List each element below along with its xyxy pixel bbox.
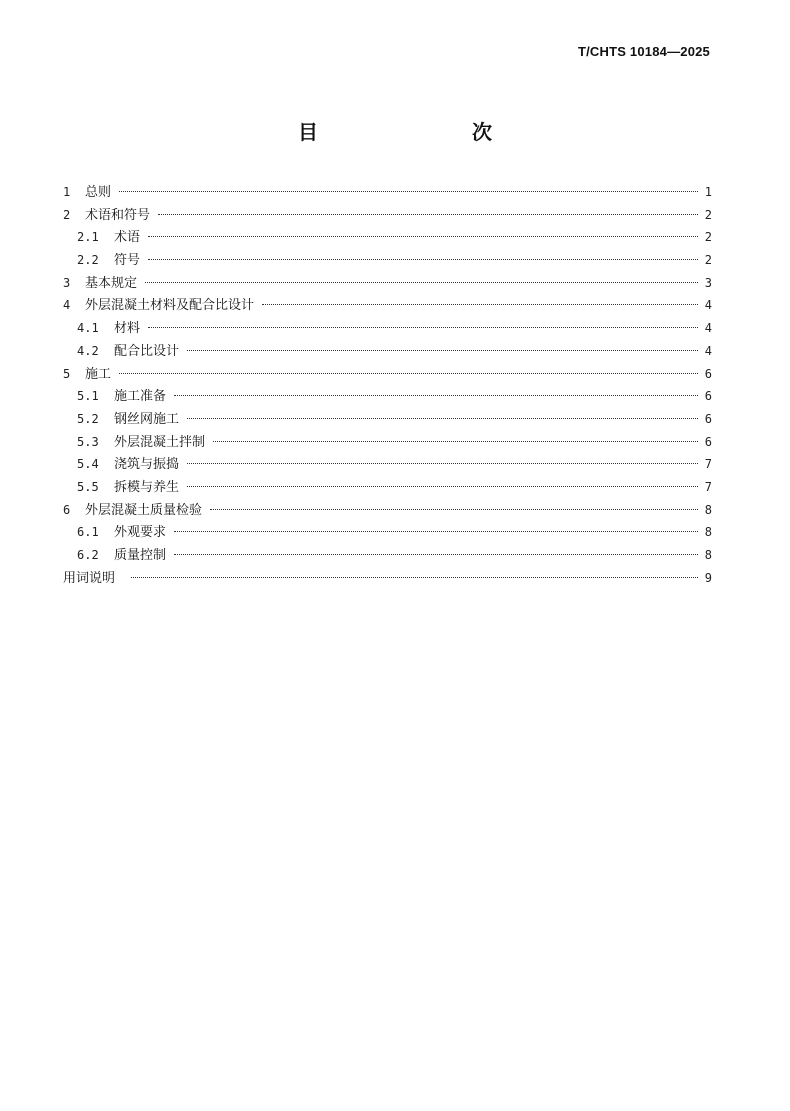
- toc-entry-label: 总则: [85, 185, 112, 200]
- dot-leader: [148, 236, 698, 237]
- dot-leader: [187, 486, 698, 487]
- toc-entry-page: 3: [704, 275, 712, 290]
- toc-entry-number: 6.2: [77, 548, 99, 562]
- dot-leader: [174, 395, 698, 396]
- toc-entry-label: 材料: [114, 321, 141, 337]
- toc-entry-page: 8: [704, 502, 712, 517]
- toc-entry-number: 2.1: [77, 230, 99, 245]
- toc-entry-label: 施工: [85, 366, 112, 382]
- toc-entry-number: 6.1: [77, 525, 99, 540]
- dot-leader: [187, 418, 698, 419]
- toc-entry-number: 5.1: [77, 389, 99, 404]
- toc-entry[interactable]: [63, 544, 712, 567]
- toc-entry-label: 外层混凝土质量检验: [85, 502, 203, 518]
- toc-entry[interactable]: [63, 476, 712, 499]
- toc-entry[interactable]: [63, 226, 712, 249]
- toc-entry-label: 拆模与养生: [114, 479, 180, 495]
- toc-entry-number: 5.4: [77, 457, 99, 472]
- toc-entry[interactable]: [63, 499, 712, 522]
- toc-entry-label: 质量控制: [114, 548, 167, 563]
- toc-entry-page: 6: [704, 434, 712, 449]
- toc-entry-number: 4.1: [77, 321, 99, 336]
- toc-entry-number: 3: [63, 275, 71, 290]
- dot-leader: [262, 304, 698, 305]
- toc-entry-page: 6: [704, 389, 712, 404]
- dot-leader: [119, 191, 698, 192]
- toc-entry-number: 5.3: [77, 434, 99, 449]
- toc-entry-label: 施工准备: [114, 389, 167, 405]
- toc-entry-number: 4: [63, 298, 71, 313]
- toc-entry-label: 术语: [114, 230, 141, 246]
- toc-entry-label: 浇筑与振捣: [114, 457, 180, 473]
- dot-leader: [148, 327, 698, 328]
- toc-entry-page: 6: [704, 411, 712, 426]
- toc-entry-number: 1: [63, 185, 71, 199]
- toc-entry-label: 用词说明: [63, 570, 116, 586]
- dot-leader: [174, 531, 698, 532]
- toc-entry-label: 外观要求: [114, 525, 167, 541]
- table-of-contents: [63, 181, 712, 589]
- dot-leader: [119, 373, 698, 374]
- toc-entry-page: 4: [704, 298, 712, 313]
- toc-entry[interactable]: [63, 408, 712, 431]
- toc-entry-label: 外层混凝土拌制: [114, 434, 206, 450]
- toc-entry-page: 4: [704, 321, 712, 336]
- toc-entry[interactable]: [63, 294, 712, 317]
- toc-entry-page: 8: [704, 525, 712, 540]
- document-id: T/CHTS 10184—2025: [577, 44, 710, 59]
- toc-title: 目 次: [298, 120, 530, 144]
- dot-leader: [145, 282, 698, 283]
- dot-leader: [131, 577, 698, 578]
- toc-entry-label: 钢丝网施工: [114, 411, 180, 427]
- toc-entry-label: 术语和符号: [85, 207, 151, 223]
- toc-entry-number: 5.2: [77, 411, 99, 426]
- toc-entry-page: 6: [704, 366, 712, 381]
- toc-entry-page: 2: [704, 207, 712, 222]
- toc-entry-page: 7: [704, 457, 712, 472]
- toc-entry[interactable]: [63, 272, 712, 295]
- toc-entry-number: 2.2: [77, 253, 99, 268]
- dot-leader: [187, 463, 698, 464]
- toc-entry[interactable]: [63, 363, 712, 386]
- dot-leader: [187, 350, 698, 351]
- toc-entry-page: 9: [704, 570, 712, 585]
- toc-entry[interactable]: [63, 249, 712, 272]
- toc-entry-page: 2: [704, 230, 712, 245]
- dot-leader: [213, 441, 698, 442]
- toc-entry-label: 外层混凝土材料及配合比设计: [85, 298, 255, 314]
- toc-entry[interactable]: [63, 385, 712, 408]
- toc-entry[interactable]: [63, 567, 712, 590]
- toc-entry-number: 5: [63, 366, 71, 381]
- toc-entry-page: 7: [704, 479, 712, 494]
- toc-entry[interactable]: [63, 317, 712, 340]
- toc-entry[interactable]: [63, 453, 712, 476]
- toc-entry[interactable]: [63, 204, 712, 227]
- dot-leader: [174, 554, 698, 555]
- toc-entry-number: 5.5: [77, 479, 99, 494]
- toc-entry-label: 基本规定: [85, 275, 138, 291]
- toc-entry-label: 配合比设计: [114, 343, 180, 359]
- toc-entry-label: 符号: [114, 253, 141, 269]
- dot-leader: [148, 259, 698, 260]
- toc-entry[interactable]: [63, 521, 712, 544]
- toc-entry[interactable]: [63, 431, 712, 454]
- toc-entry-number: 6: [63, 502, 71, 517]
- toc-entry-page: 4: [704, 343, 712, 358]
- toc-entry[interactable]: [63, 340, 712, 363]
- dot-leader: [210, 509, 698, 510]
- toc-entry-number: 4.2: [77, 343, 99, 358]
- toc-entry[interactable]: [63, 181, 712, 204]
- toc-entry-page: 1: [704, 185, 712, 199]
- toc-entry-number: 2: [63, 207, 71, 222]
- toc-entry-page: 2: [704, 253, 712, 268]
- toc-entry-page: 8: [704, 548, 712, 562]
- dot-leader: [158, 214, 698, 215]
